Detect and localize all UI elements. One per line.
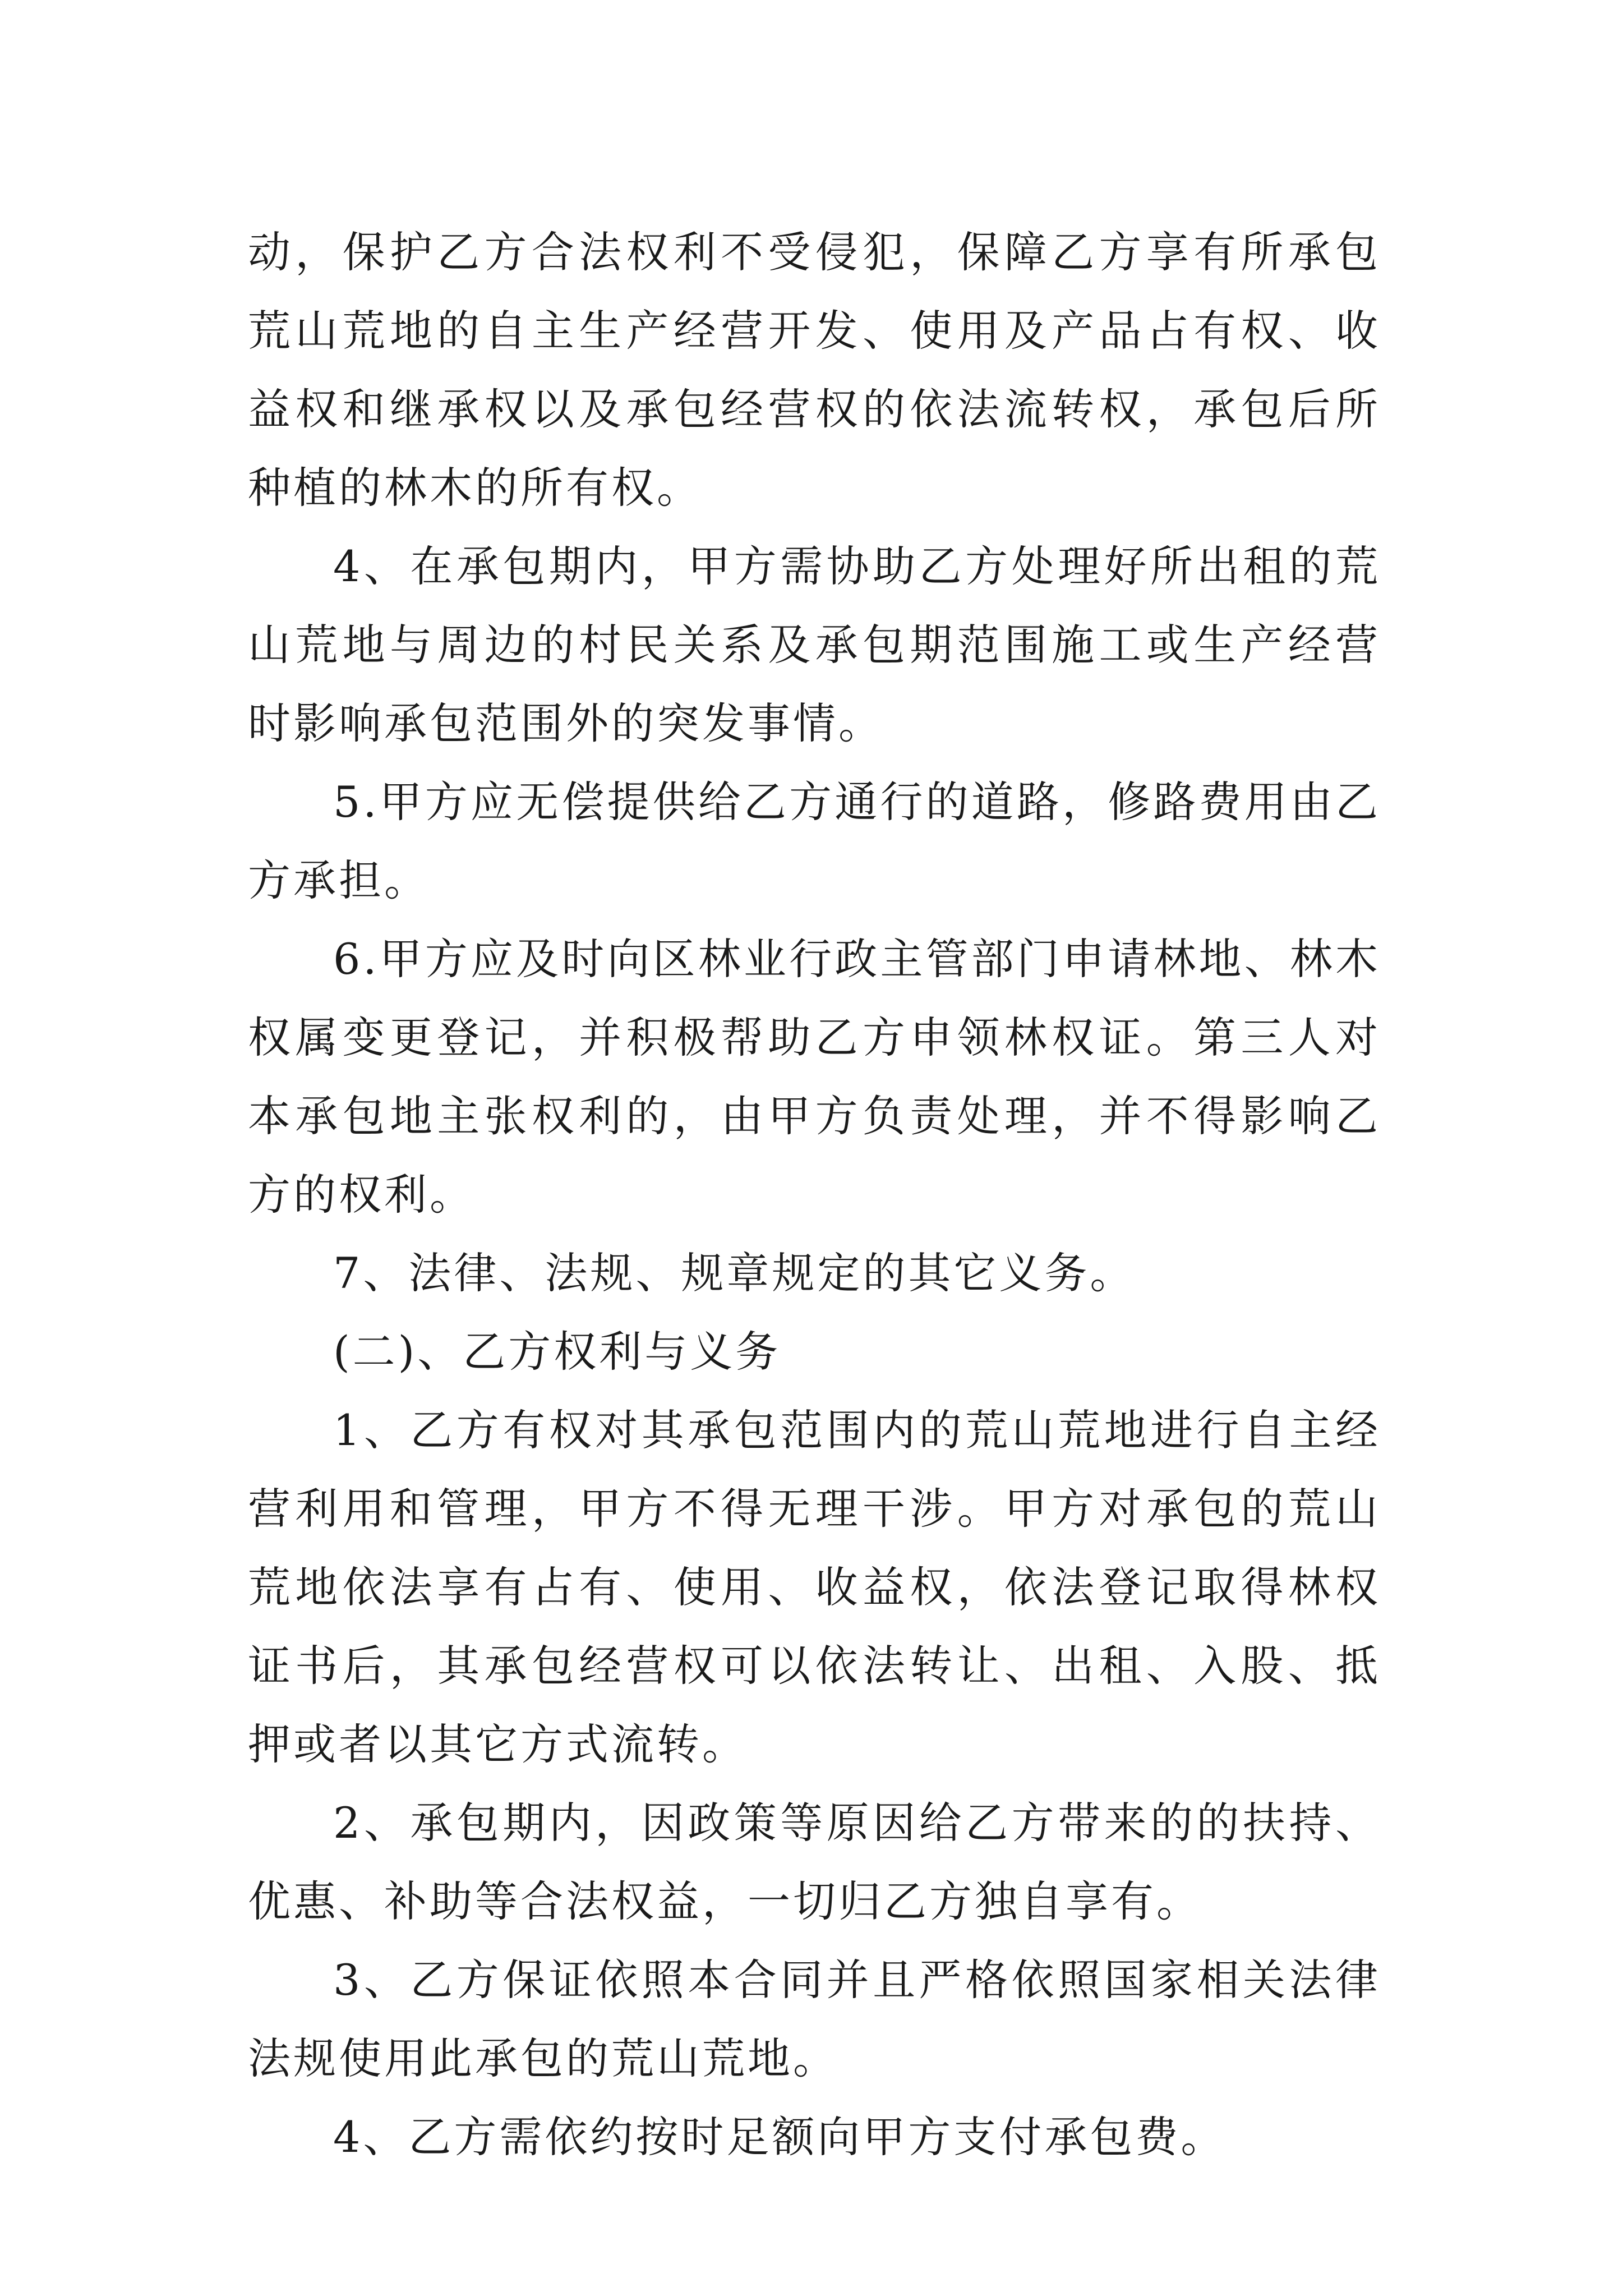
paragraph-item-2-party-b: 2、承包期内，因政策等原因给乙方带来的的扶持、优惠、补助等合法权益，一切归乙方独自享有。 <box>248 1798 1381 1926</box>
paragraph-item-5-party-a: 5.甲方应无偿提供给乙方通行的道路，修路费用由乙方承担。 <box>248 777 1381 905</box>
paragraph-continuation: 动，保护乙方合法权利不受侵犯，保障乙方享有所承包荒山荒地的自主生产经营开发、使用及产品占有权、收益权和继承权以及承包经营权的依法流转权，承包后所种植的林木的所有权。 <box>248 227 1381 513</box>
section-heading-party-b: (二)、乙方权利与义务 <box>333 1327 781 1377</box>
paragraph-item-6-party-a: 6.甲方应及时向区林业行政主管部门申请林地、林木权属变更登记，并积极帮助乙方申领林权证。第三人对本承包地主张权利的，由甲方负责处理，并不得影响乙方的权利。 <box>248 934 1381 1220</box>
paragraph-item-3-party-b: 3、乙方保证依照本合同并且严格依照国家相关法律法规使用此承包的荒山荒地。 <box>248 1955 1381 2083</box>
paragraph-item-7-party-a: 7、法律、法规、规章规定的其它义务。 <box>333 1248 1136 1298</box>
document-body <box>248 213 1381 2177</box>
paragraph-item-4-party-b: 4、乙方需依约按时足额向甲方支付承包费。 <box>333 2112 1227 2162</box>
paragraph-item-4-party-a: 4、在承包期内，甲方需协助乙方处理好所出租的荒山荒地与周边的村民关系及承包期范围施工或生产经营时影响承包范围外的突发事情。 <box>248 541 1381 748</box>
paragraph-item-1-party-b: 1、乙方有权对其承包范围内的荒山荒地进行自主经营利用和管理，甲方不得无理干涉。甲方对承包的荒山荒地依法享有占有、使用、收益权，依法登记取得林权证书后，其承包经营权可以依法转让、出租、入股、抵押或者以其它方式流转。 <box>248 1405 1381 1769</box>
